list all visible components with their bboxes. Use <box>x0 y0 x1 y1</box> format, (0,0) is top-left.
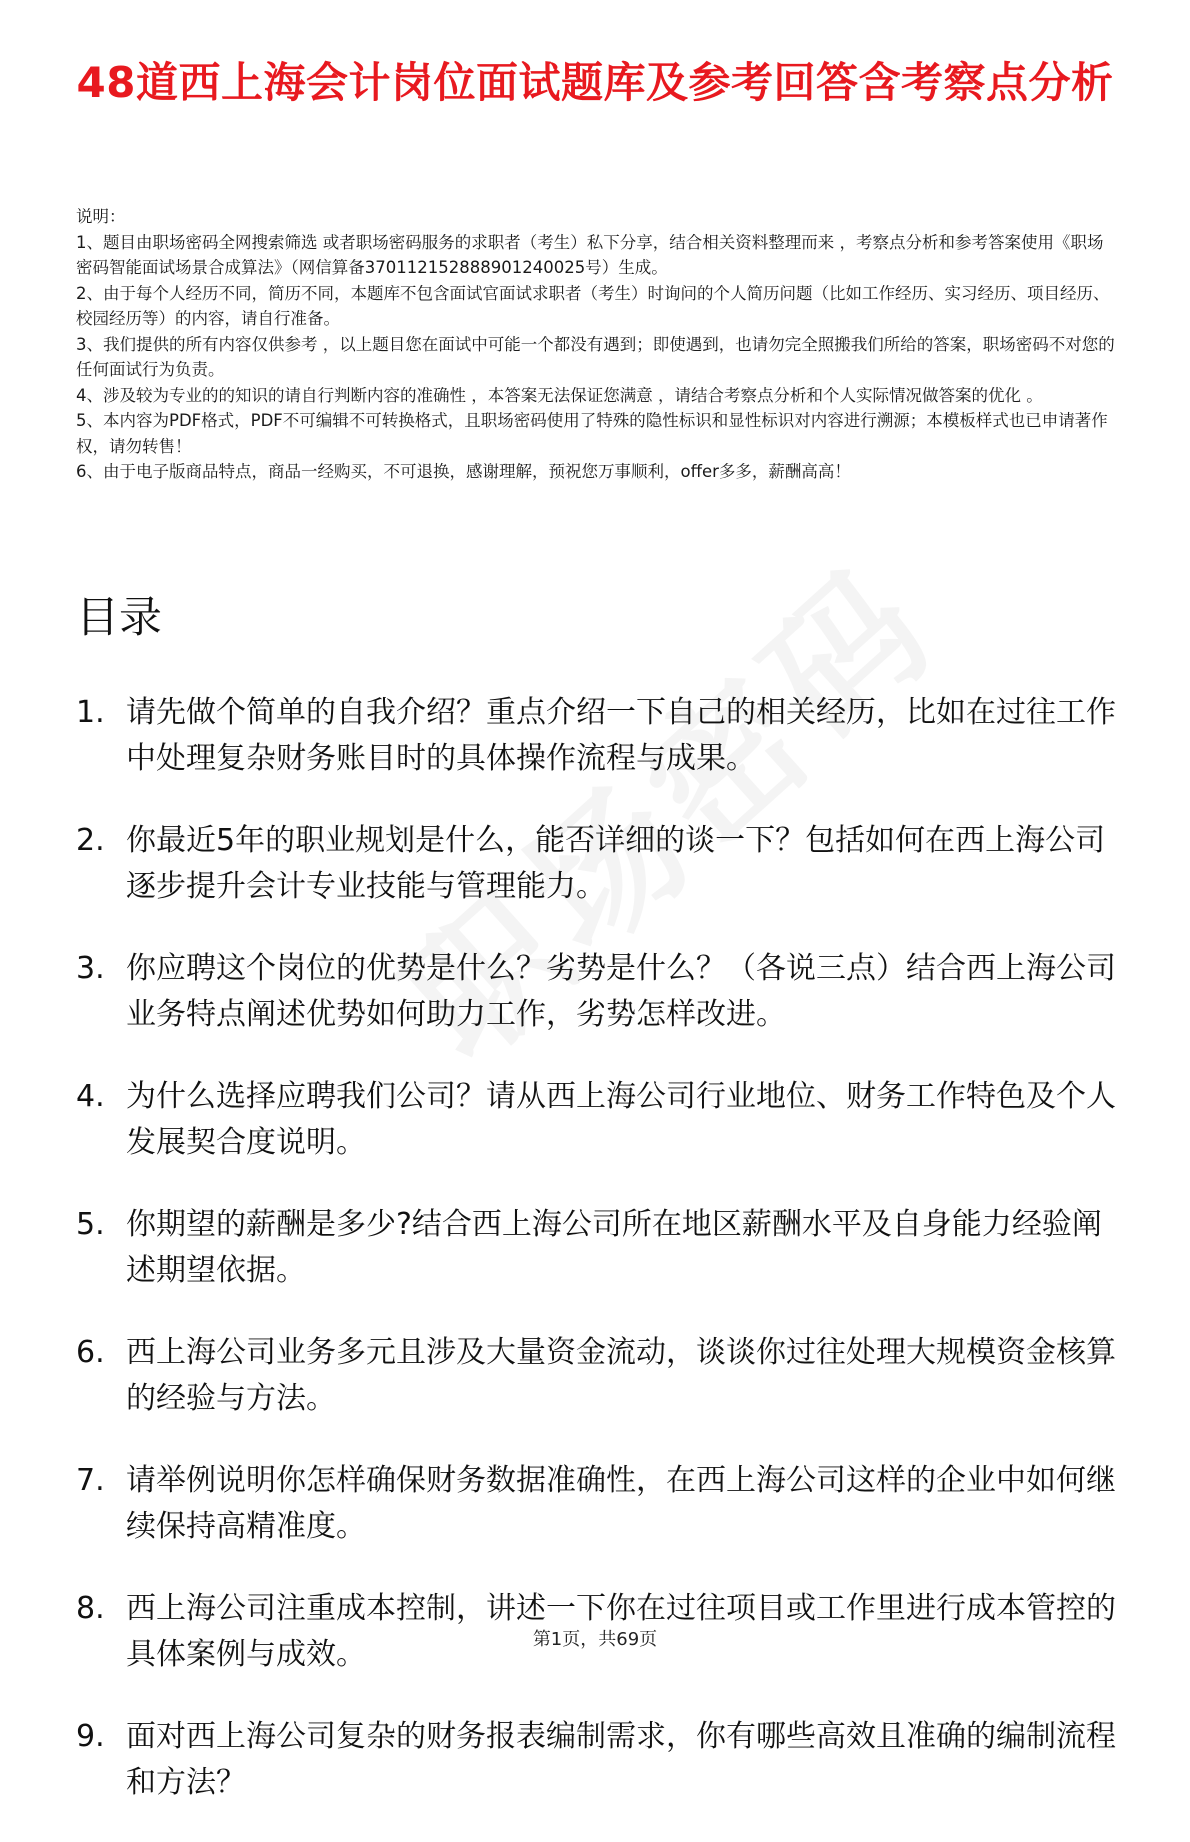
note-item: 1、题目由职场密码全网搜索筛选 或者职场密码服务的求职者（考生）私下分享，结合相关资料整理而来 ，考察点分析和参考答案使用《职场密码智能面试场景合成算法》（网信算备370112152888901240025号）生成。 <box>76 232 1104 277</box>
toc-item-number: 2. <box>76 823 105 858</box>
note-item: 3、我们提供的所有内容仅供参考 ，以上题目您在面试中可能一个都没有遇到；即使遇到，也请勿完全照搬我们所给的答案，职场密码不对您的任何面试行为负责。 <box>76 334 1115 379</box>
toc-item-number: 8. <box>76 1591 105 1626</box>
note-item: 6、由于电子版商品特点，商品一经购买，不可退换，感谢理解，预祝您万事顺利，offer多多，薪酬高高！ <box>76 462 851 481</box>
toc-item-text: 西上海公司注重成本控制，讲述一下你在过往项目或工作里进行成本管控的具体案例与成效。 <box>126 1591 1116 1672</box>
toc-item-text: 你期望的薪酬是多少?结合西上海公司所在地区薪酬水平及自身能力经验阐述期望依据。 <box>126 1207 1102 1288</box>
toc-item[interactable] <box>76 1202 1126 1294</box>
toc-item-number: 9. <box>76 1719 105 1754</box>
toc-item-text: 请先做个简单的自我介绍？重点介绍一下自己的相关经历，比如在过往工作中处理复杂财务账目时的具体操作流程与成果。 <box>126 695 1116 776</box>
toc-list <box>76 690 1126 1842</box>
toc-item-number: 4. <box>76 1079 105 1114</box>
toc-item-text: 西上海公司业务多元且涉及大量资金流动，谈谈你过往处理大规模资金核算的经验与方法。 <box>126 1335 1116 1416</box>
toc-item-text: 为什么选择应聘我们公司？请从西上海公司行业地位、财务工作特色及个人发展契合度说明。 <box>126 1079 1116 1160</box>
toc-item-text: 你最近5年的职业规划是什么，能否详细的谈一下？包括如何在西上海公司逐步提升会计专业技能与管理能力。 <box>126 823 1106 904</box>
toc-item-text: 你应聘这个岗位的优势是什么？劣势是什么？（各说三点）结合西上海公司业务特点阐述优势如何助力工作，劣势怎样改进。 <box>126 951 1116 1032</box>
notes-section <box>76 204 1116 485</box>
toc-item-text: 面对西上海公司复杂的财务报表编制需求，你有哪些高效且准确的编制流程和方法？ <box>126 1719 1116 1800</box>
page-footer: 第1页，共69页 <box>532 1629 658 1650</box>
toc-item[interactable] <box>76 690 1126 782</box>
toc-item-number: 7. <box>76 1463 105 1498</box>
toc-item[interactable] <box>76 946 1126 1038</box>
toc-item-text: 请举例说明你怎样确保财务数据准确性，在西上海公司这样的企业中如何继续保持高精准度。 <box>126 1463 1116 1544</box>
toc-item[interactable] <box>76 1074 1126 1166</box>
toc-item[interactable] <box>76 1458 1126 1550</box>
toc-item-number: 1. <box>76 695 105 730</box>
toc-item[interactable] <box>76 1330 1126 1422</box>
document-title: 48道西上海会计岗位面试题库及参考回答含考察点分析 <box>76 58 1114 107</box>
toc-item[interactable] <box>76 1714 1126 1806</box>
note-item: 4、涉及较为专业的的知识的请自行判断内容的准确性 ，本答案无法保证您满意 ，请结合考察点分析和个人实际情况做答案的优化 。 <box>76 385 1043 405</box>
note-item: 5、本内容为PDF格式，PDF不可编辑不可转换格式，且职场密码使用了特殊的隐性标识和显性标识对内容进行溯源；本模板样式也已申请著作权，请勿转售！ <box>76 411 1108 456</box>
toc-item-number: 5. <box>76 1207 105 1242</box>
note-item: 2、由于每个人经历不同，简历不同，本题库不包含面试官面试求职者（考生）时询问的个人简历问题（比如工作经历、实习经历、项目经历、校园经历等）的内容，请自行准备。 <box>76 283 1110 328</box>
toc-item-number: 6. <box>76 1335 105 1370</box>
toc-item[interactable] <box>76 818 1126 910</box>
notes-heading: 说明： <box>76 207 126 226</box>
toc-item-number: 3. <box>76 951 105 986</box>
toc-heading: 目录 <box>76 593 162 643</box>
